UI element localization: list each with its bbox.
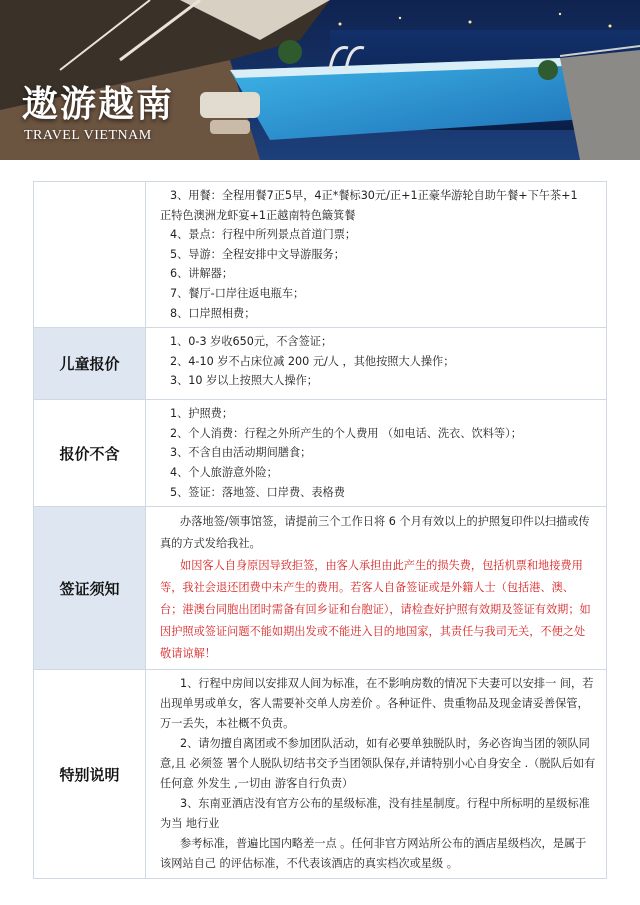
row-child-price bbox=[34, 328, 607, 400]
child-price-line-3: 3、10 岁以上按照大人操作； bbox=[170, 374, 318, 388]
row-content-included bbox=[146, 182, 607, 328]
row-included bbox=[34, 182, 607, 328]
row-label-child-price: 儿童报价 bbox=[34, 328, 146, 400]
excluded-line-3: 3、不含自由活动期间膳食； bbox=[170, 446, 312, 460]
row-content-excluded bbox=[146, 400, 607, 507]
brand-title: 遨游越南 bbox=[22, 83, 175, 125]
special-note-4: 参考标准，普遍比国内略差一点 。任何非官方网站所公布的酒店星级档次，是属于该网站自己 的评估标准，不代表该酒店的真实档次或星级 。 bbox=[160, 837, 587, 871]
visa-warning: 如因客人自身原因导致拒签，由客人承担由此产生的损失费，包括机票和地接费用等，我社会退还团费中未产生的费用。若客人自备签证或是外籍人士（包括港、澳、台；港澳台同胞出团时需备有回乡证和台胞证），请检查好护照有效期及签证有效期；如因护照或签证问题不能如期出发或不能进入目的地国家，其责任与我司无关，不便之处敬请谅解！ bbox=[160, 559, 591, 661]
special-note-3: 3、东南亚酒店没有官方公布的星级标准，没有挂星制度。行程中所标明的星级标准为当 地行业 bbox=[160, 797, 590, 831]
visa-intro: 办落地签/领事馆签，请提前三个工作日将 6 个月有效以上的护照复印件以扫描或传真的方式发给我社。 bbox=[160, 515, 590, 551]
included-line-1: 3、用餐：全程用餐7正5早，4正*餐标30元/正+1正豪华游轮自助午餐+下午茶+1 bbox=[170, 189, 578, 202]
info-table bbox=[33, 181, 607, 879]
included-line-6: 7、餐厅-口岸往返电瓶车； bbox=[170, 286, 305, 300]
brand-subtitle: TRAVEL VIETNAM bbox=[24, 128, 152, 143]
special-note-1: 1、行程中房间以安排双人间为标准，在不影响房数的情况下夫妻可以安排一 间，若出现单男或单女，客人需要补交单人房差价 。各种证件、贵重物品及现金请妥善保管，万一丢失，本社概不负责。 bbox=[160, 677, 594, 731]
row-label-included bbox=[34, 182, 146, 328]
excluded-line-5: 5、签证：落地签、口岸费、表格费 bbox=[170, 485, 345, 499]
included-line-3: 4、景点：行程中所列景点首道门票； bbox=[170, 228, 357, 242]
included-line-5: 6、讲解器； bbox=[170, 267, 234, 281]
included-line-4: 5、导游：全程安排中文导游服务； bbox=[170, 247, 345, 261]
included-line-7: 8、口岸照相费； bbox=[170, 306, 256, 320]
row-special bbox=[34, 670, 607, 879]
child-price-line-1: 1、0-3 岁收650元，不含签证； bbox=[170, 335, 333, 349]
included-line-2: 正特色澳洲龙虾宴+1正越南特色簸箕餐 bbox=[160, 208, 356, 222]
excluded-line-4: 4、个人旅游意外险； bbox=[170, 465, 278, 479]
row-label-visa: 签证须知 bbox=[34, 507, 146, 670]
row-label-special: 特别说明 bbox=[34, 670, 146, 879]
excluded-line-1: 1、护照费； bbox=[170, 407, 234, 421]
child-price-line-2: 2、4-10 岁不占床位减 200 元/人 ，其他按照大人操作； bbox=[170, 354, 455, 368]
row-visa bbox=[34, 507, 607, 670]
header-banner bbox=[0, 0, 640, 160]
row-content-special bbox=[146, 670, 607, 879]
special-note-2: 2、请勿擅自离团或不参加团队活动，如有必要单独脱队时，务必咨询当团的领队同意,且 必须签 署个人脱队切结书交予当团领队保存,并请特别小心自身安全 .（脱队后如有任何意 外发生 ,一切由 游客自行负责） bbox=[160, 737, 596, 791]
row-content-child-price bbox=[146, 328, 607, 400]
row-label-excluded: 报价不含 bbox=[34, 400, 146, 507]
excluded-line-2: 2、个人消费：行程之外所产生的个人费用 （如电话、洗衣、饮料等）； bbox=[170, 426, 522, 440]
row-content-visa bbox=[146, 507, 607, 670]
row-excluded bbox=[34, 400, 607, 507]
